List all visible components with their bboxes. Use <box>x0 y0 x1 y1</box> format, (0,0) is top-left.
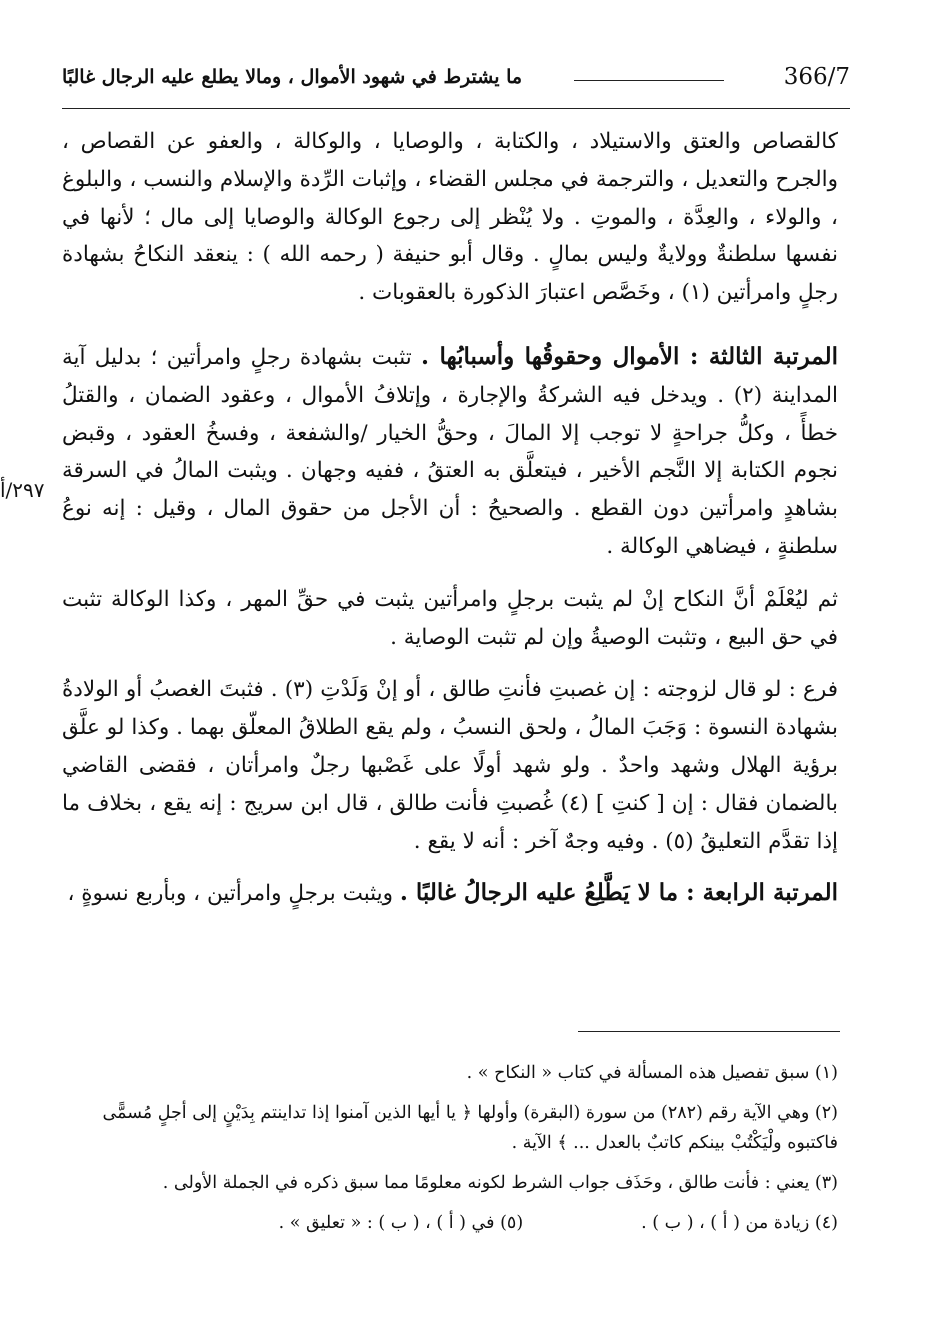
paragraph <box>62 122 838 312</box>
paragraph-text: فرع : لو قال لزوجته : إن غصبتِ فأنتِ طالق ، أو إنْ وَلَدْتِ (٣) . فثبتَ الغصبُ أو الولادةُ بشهادة النسوة : وَجَبَ المالُ ، ولحق النسبُ ، ولم يقع الطلاقُ المعلّق بهما . وكذا لو علَّق برؤية الهلال وشهد واحدٌ . ولو شهد أولًا على غَصْبها رجلٌ وامرأتان ، فقضى القاضي بالضمان فقال : إن [ كنتِ ] (٤) غُصبتِ فأنت طالق ، قال ابن سريج : إنه يقع ، بخلاف ما إذا تقدَّم التعليقُ (٥) . وفيه وجهٌ آخر : أنه لا يقع . <box>62 677 839 854</box>
footnote-row <box>62 1208 838 1238</box>
header-divider <box>62 108 850 109</box>
running-header <box>62 58 850 98</box>
header-title: ما يشترط في شهود الأموال ، ومالا يطلع عليه الرجال غالبًا <box>62 66 523 88</box>
footnote: (٤) زيادة من ( أ ) ، ( ب ) . <box>641 1213 838 1233</box>
footnote: (٣) يعني : فأنت طالق ، وحَذَف جواب الشرط لكونه معلومًا مما سبق ذكره في الجملة الأولى . <box>162 1173 838 1193</box>
footnotes <box>62 1058 838 1238</box>
footnote: (١) سبق تفصيل هذه المسألة في كتاب « النكاح » . <box>466 1063 838 1083</box>
paragraph-text: ثم ليُعْلَمْ أنَّ النكاح إنْ لم يثبت برجلٍ وامرأتين يثبت في حقِّ المهر ، وكذا الوكالة تثبت في حق البيع ، وتثبت الوصيةُ وإن لم تثبت الوصاية . <box>62 586 838 650</box>
paragraph-text: ويثبت برجلٍ وامرأتين ، وبأربع نسوةٍ ، <box>67 881 400 907</box>
manuscript-folio-note: ٢٩٧/أ <box>0 478 45 502</box>
paragraph <box>62 338 838 566</box>
paragraph-heading: المرتبة الرابعة : ما لا يَطَّلِعُ عليه الرجالُ غالبًا . <box>399 879 838 907</box>
paragraph-text: تثبت بشهادة رجلٍ وامرأتين ؛ بدليل آية المداينة (٢) . ويدخل فيه الشركةُ والإجارة ، وإتلافُ الأموال ، وعقود الضمان ، والقتلُ خطأً ، وكلُّ جراحةٍ لا توجب إلا المالَ ، وحقُّ الخيار /والشفعة ، وفسخُ العقود ، وقبض نجوم الكتابة إلا النَّجم الأخير ، فيتعلَّق به العتقُ ، ففيه وجهان . ويثبت المالُ في السرقة بشاهدٍ وامرأتين دون القطع . والصحيحُ : أن الأجل من حقوق المال ، وقيل : إنه نوعُ سلطنةٍ ، فيضاهي الوكالة . <box>62 344 838 559</box>
main-text <box>62 122 838 913</box>
paragraph <box>62 670 838 860</box>
paragraph-text: كالقصاص والعتق والاستيلاد ، والكتابة ، والوصايا ، والوكالة ، والعفو عن القصاص ، والجرح والتعديل ، والترجمة في مجلس القضاء ، وإثبات الرِّدة والإسلام والنسب ، والبلوغ ، والولاء ، والعِدَّة ، والموتِ . ولا يُنْظر إلى رجوع الوكالة والوصايا إلى مال ؛ لأنها في نفسها سلطنةٌ وولايةٌ وليس بمالٍ . وقال أبو حنيفة ( رحمه الله ) : ينعقد النكاحُ بشهادة رجلٍ وامرأتين (١) ، وخَصَّص اعتبارَ الذكورة بالعقوبات . <box>62 129 838 306</box>
header-dash-rule <box>574 80 724 81</box>
footnote-divider <box>578 1031 840 1032</box>
paragraph <box>62 580 838 657</box>
paragraph-heading: المرتبة الثالثة : الأموال وحقوقُها وأسبابُها . <box>421 342 838 370</box>
paragraph <box>62 874 838 913</box>
page-number: 366/7 <box>783 64 850 90</box>
footnote: (٢) وهي الآية رقم (٢٨٢) من سورة (البقرة) وأولها ﴿ يا أيها الذين آمنوا إذا تداينتم بِدَيْنٍ إلى أجلٍ مُسمًّى فاكتبوه ولْيَكْتُبْ بينكم كاتبٌ بالعدل ... ﴾ الآية . <box>102 1103 838 1153</box>
footnote: (٥) في ( أ ) ، ( ب ) : « تعليق » . <box>278 1213 524 1233</box>
